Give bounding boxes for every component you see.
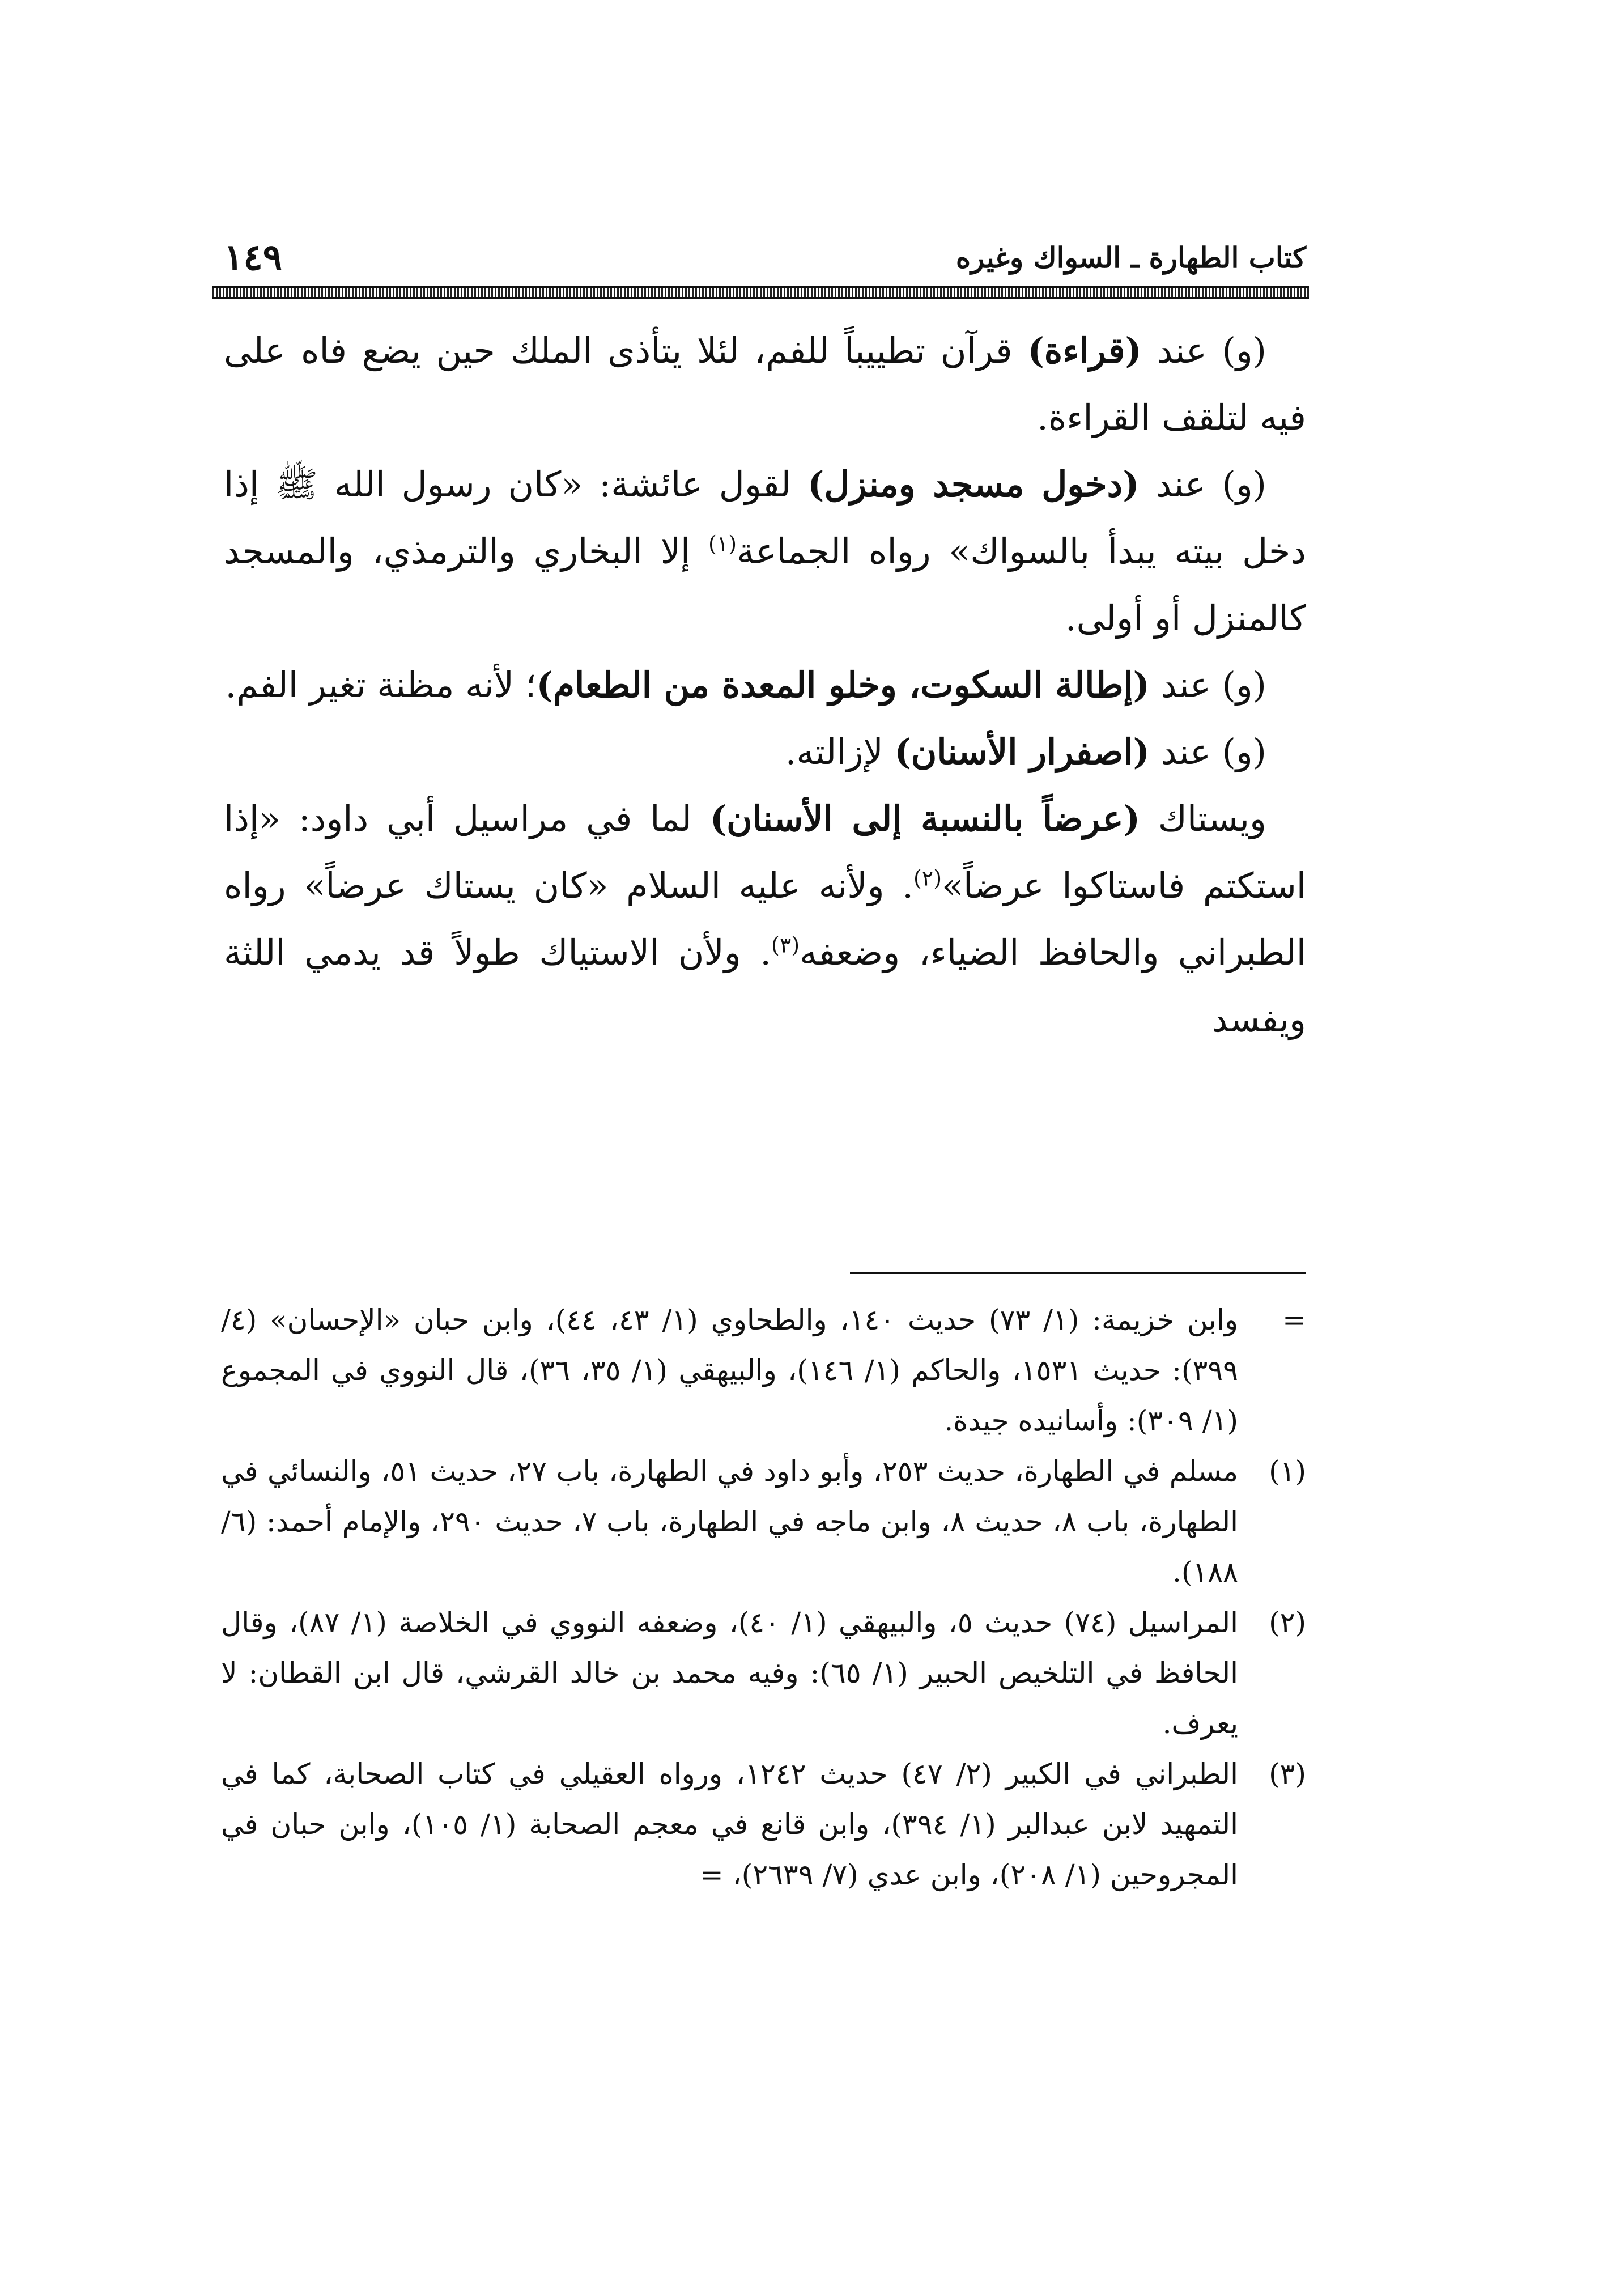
- footnote: [221, 1446, 1306, 1598]
- footnote-text: الطبراني في الكبير (٢/ ٤٧) حديث ١٢٤٢، ورواه العقيلي في كتاب الصحابة، كما في التمهيد لابن عبدالبر (١/ ٣٩٤)، وابن قانع في معجم الصحابة (١/ ١٠٥)، وابن حبان في المجروحين (١/ ٢٠٨)، وابن عدي (٧/ ٢٦٣٩)، =: [221, 1757, 1238, 1891]
- paragraph-lead: (و) عند: [1155, 464, 1266, 505]
- bold-term: (عرضاً بالنسبة إلى الأسنان): [709, 798, 1140, 839]
- footnote-ref[interactable]: (٣): [771, 932, 800, 958]
- footnotes: [221, 1295, 1306, 1900]
- paragraph-lead: (و) عند: [1160, 664, 1266, 706]
- footnote-marker: (٣): [1269, 1757, 1306, 1790]
- footnote-ref[interactable]: (١): [708, 531, 737, 557]
- page-number: ١٤٩: [224, 236, 283, 279]
- paragraph-lead: (و) عند: [1157, 330, 1266, 371]
- footnote-ref[interactable]: (٢): [913, 865, 942, 891]
- footnote-marker: (٢): [1269, 1606, 1306, 1639]
- footnote: [221, 1598, 1306, 1749]
- footnote-marker: (١): [1269, 1455, 1306, 1488]
- paragraph-text: قرآن تطييباً للفم، لئلا يتأذى الملك حين يضع فاه على فيه لتلقف القراءة.: [224, 330, 1306, 438]
- paragraph-lead: ويستاك: [1158, 798, 1266, 839]
- footnote-marker: =: [1282, 1303, 1306, 1336]
- footnote-text: المراسيل (٧٤) حديث ٥، والبيهقي (١/ ٤٠)، وضعفه النووي في الخلاصة (١/ ٨٧)، وقال الحافظ في التلخيص الحبير (١/ ٦٥): وفيه محمد بن خالد القرشي، قال ابن القطان: لا يعرف.: [221, 1606, 1239, 1740]
- footnote: [221, 1749, 1306, 1900]
- paragraph-text: . ولأنه عليه السلام «كان يستاك عرضاً» رواه الطبراني والحافظ الضياء، وضعفه: [224, 865, 1306, 973]
- header-divider: [212, 286, 1309, 299]
- footnote-text: مسلم في الطهارة، حديث ٢٥٣، وأبو داود في الطهارة، باب ٢٧، حديث ٥١، والنسائي في الطهارة، باب ٨، حديث ٨، وابن ماجه في الطهارة، باب ٧، حديث ٢٩٠، والإمام أحمد: (٦/ ١٨٨).: [221, 1455, 1239, 1589]
- paragraph: [224, 451, 1306, 652]
- paragraph: [224, 652, 1306, 719]
- paragraph: [224, 317, 1306, 451]
- footnote: [221, 1295, 1306, 1446]
- paragraph-text: لما في مراسيل أبي داود: «إذا استكتم فاستاكوا عرضاً»: [224, 798, 1307, 906]
- bold-term: (قراءة): [1027, 330, 1142, 371]
- main-text: [224, 317, 1306, 1053]
- bold-term: (اصفرار الأسنان): [894, 731, 1150, 772]
- footnote-text: وابن خزيمة: (١/ ٧٣) حديث ١٤٠، والطحاوي (١/ ٤٣، ٤٤)، وابن حبان «الإحسان» (٤/ ٣٩٩): حديث ١٥٣١، والحاكم (١/ ١٤٦)، والبيهقي (١/ ٣٥، ٣٦)، قال النووي في المجموع (١/ ٣٠٩): وأسانيده جيدة.: [221, 1303, 1239, 1437]
- running-title: كتاب الطهارة ـ السواك وغيره: [955, 241, 1306, 274]
- bold-term: (دخول مسجد ومنزل): [807, 464, 1140, 505]
- paragraph-text: إلا البخاري والترمذي، والمسجد كالمنزل أو أولى.: [224, 530, 1306, 639]
- bold-term: (إطالة السكوت، وخلو المعدة من الطعام): [536, 664, 1150, 706]
- paragraph-text: . ولأن الاستياك طولاً قد يدمي اللثة ويفسد: [224, 932, 1306, 1040]
- paragraph: [224, 785, 1306, 1053]
- footnote-divider: [850, 1272, 1306, 1274]
- paragraph-lead: (و) عند: [1160, 731, 1266, 772]
- paragraph: [224, 719, 1306, 785]
- page-header: [224, 235, 1306, 279]
- paragraph-text: لإزالته.: [785, 731, 895, 772]
- paragraph-text: ؛ لأنه مظنة تغير الفم.: [225, 664, 537, 706]
- paragraph-text: لقول عائشة: «كان رسول الله ﷺ إذا دخل بيته يبدأ بالسواك» رواه الجماعة: [224, 464, 1306, 572]
